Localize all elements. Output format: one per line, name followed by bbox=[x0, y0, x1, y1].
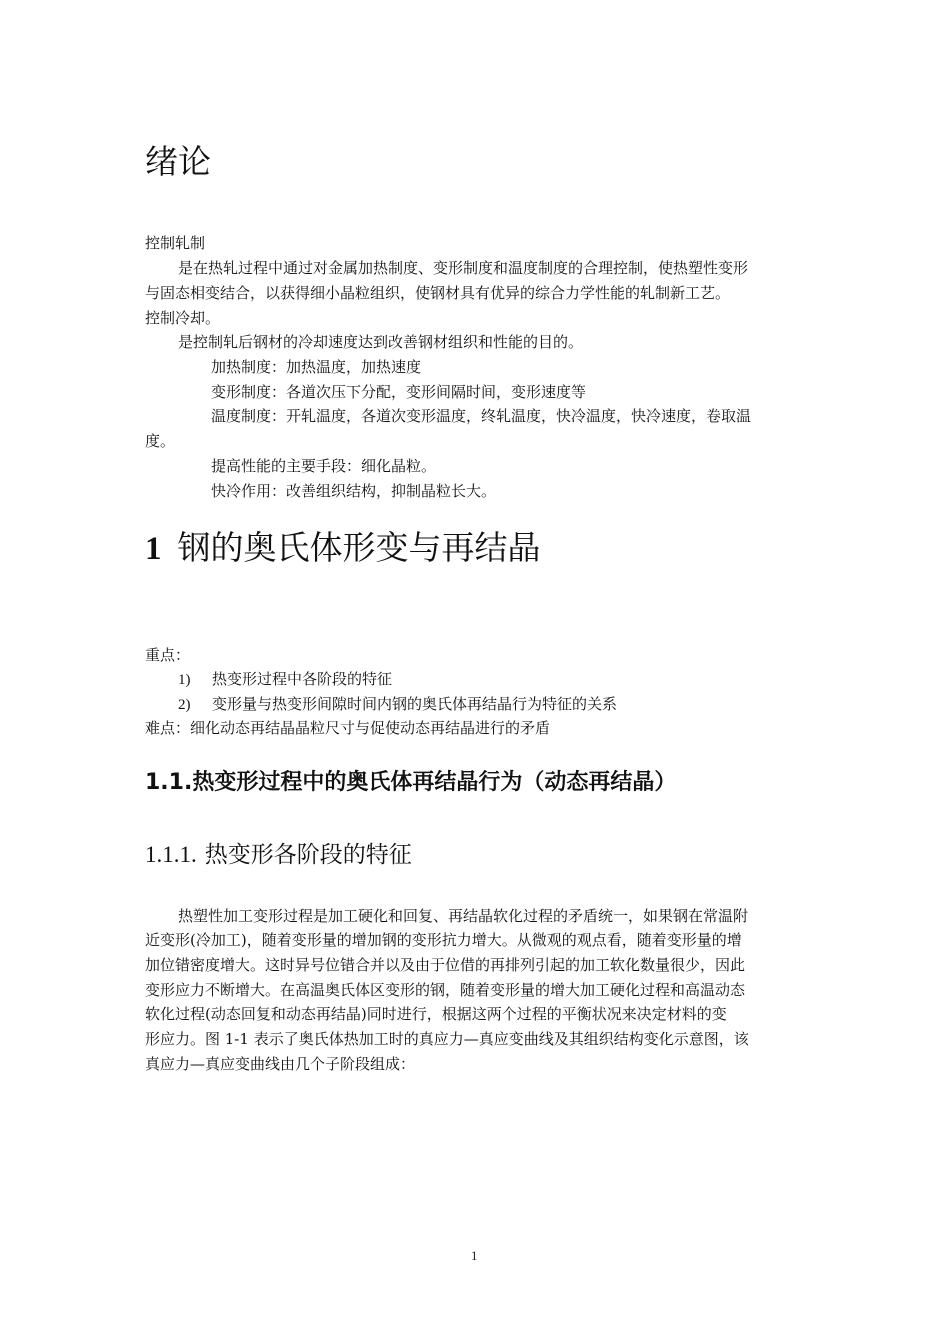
key-points-label: 重点： bbox=[145, 646, 191, 664]
paragraph-line: 加位错密度增大。这时异号位错合并以及由于位借的再排列引起的加工软化数量很少，因此 bbox=[145, 956, 746, 974]
paragraph-line: 真应力—真应变曲线由几个子阶段组成： bbox=[145, 1055, 416, 1073]
item-performance-means: 提高性能的主要手段：细化晶粒。 bbox=[211, 457, 437, 475]
paragraph-line: 近变形(冷加工)，随着变形量的增加钢的变形抗力增大。从微观的观点看，随着变形量的增 bbox=[145, 931, 742, 949]
chapter-1-heading bbox=[145, 522, 541, 569]
item-deformation-regime: 变形制度：各道次压下分配，变形间隔时间，变形速度等 bbox=[211, 383, 587, 401]
difficulty-line: 难点：细化动态再结晶晶粒尺寸与促使动态再结晶进行的矛盾 bbox=[145, 719, 551, 737]
term-controlled-rolling: 控制轧制 bbox=[145, 234, 206, 252]
item-temperature-regime-line1: 温度制度：开轧温度，各道次变形温度，终轧温度，快冷温度，快冷速度，卷取温 bbox=[211, 407, 752, 425]
chapter-title: 钢的奥氏体形变与再结晶 bbox=[177, 528, 541, 567]
key-point-item bbox=[178, 667, 392, 693]
intro-title: 绪论 bbox=[145, 142, 211, 181]
paragraph-line: 形应力。图 1-1 表示了奥氏体热加工时的真应力—真应变曲线及其组织结构变化示意图，该 bbox=[145, 1030, 749, 1048]
section-1-1-heading: 1.1.热变形过程中的奥氏体再结晶行为（动态再结晶） bbox=[145, 770, 677, 795]
item-temperature-regime-line2: 度。 bbox=[145, 432, 176, 450]
term-controlled-cooling: 控制冷却。 bbox=[145, 309, 221, 327]
definition-controlled-rolling-line1: 是在热轧过程中通过对金属加热制度、变形制度和温度制度的合理控制，使热塑性变形 bbox=[178, 259, 749, 277]
paragraph-line: 变形应力不断增大。在高温奥氏体区变形的钢，随着变形量的增大加工硬化过程和高温动态 bbox=[145, 981, 746, 999]
chapter-number: 1 bbox=[145, 531, 162, 567]
definition-controlled-cooling: 是控制轧后钢材的冷却速度达到改善钢材组织和性能的目的。 bbox=[178, 333, 584, 351]
list-number: 2) bbox=[178, 697, 191, 713]
item-heating-regime: 加热制度：加热温度，加热速度 bbox=[211, 358, 422, 376]
definition-controlled-rolling-line2: 与固态相变结合，以获得细小晶粒组织，使钢材具有优异的综合力学性能的轧制新工艺。 bbox=[145, 284, 731, 302]
list-text: 热变形过程中各阶段的特征 bbox=[212, 670, 393, 688]
section-number: 1.1.1. bbox=[145, 842, 197, 867]
key-point-item bbox=[178, 692, 617, 718]
item-fast-cooling-effect: 快冷作用：改善组织结构，抑制晶粒长大。 bbox=[211, 482, 497, 500]
list-number: 1) bbox=[178, 672, 191, 688]
list-text: 变形量与热变形间隙时间内钢的奥氏体再结晶行为特征的关系 bbox=[212, 695, 618, 713]
paragraph-line: 软化过程(动态回复和动态再结晶)同时进行，根据这两个过程的平衡状况来决定材料的变 bbox=[145, 1005, 727, 1023]
section-1-1-1-heading bbox=[145, 836, 412, 869]
section-title: 热变形各阶段的特征 bbox=[204, 842, 412, 868]
page-number: 1 bbox=[471, 1248, 478, 1263]
paragraph-line: 热塑性加工变形过程是加工硬化和回复、再结晶软化过程的矛盾统一，如果钢在常温附 bbox=[178, 907, 749, 925]
